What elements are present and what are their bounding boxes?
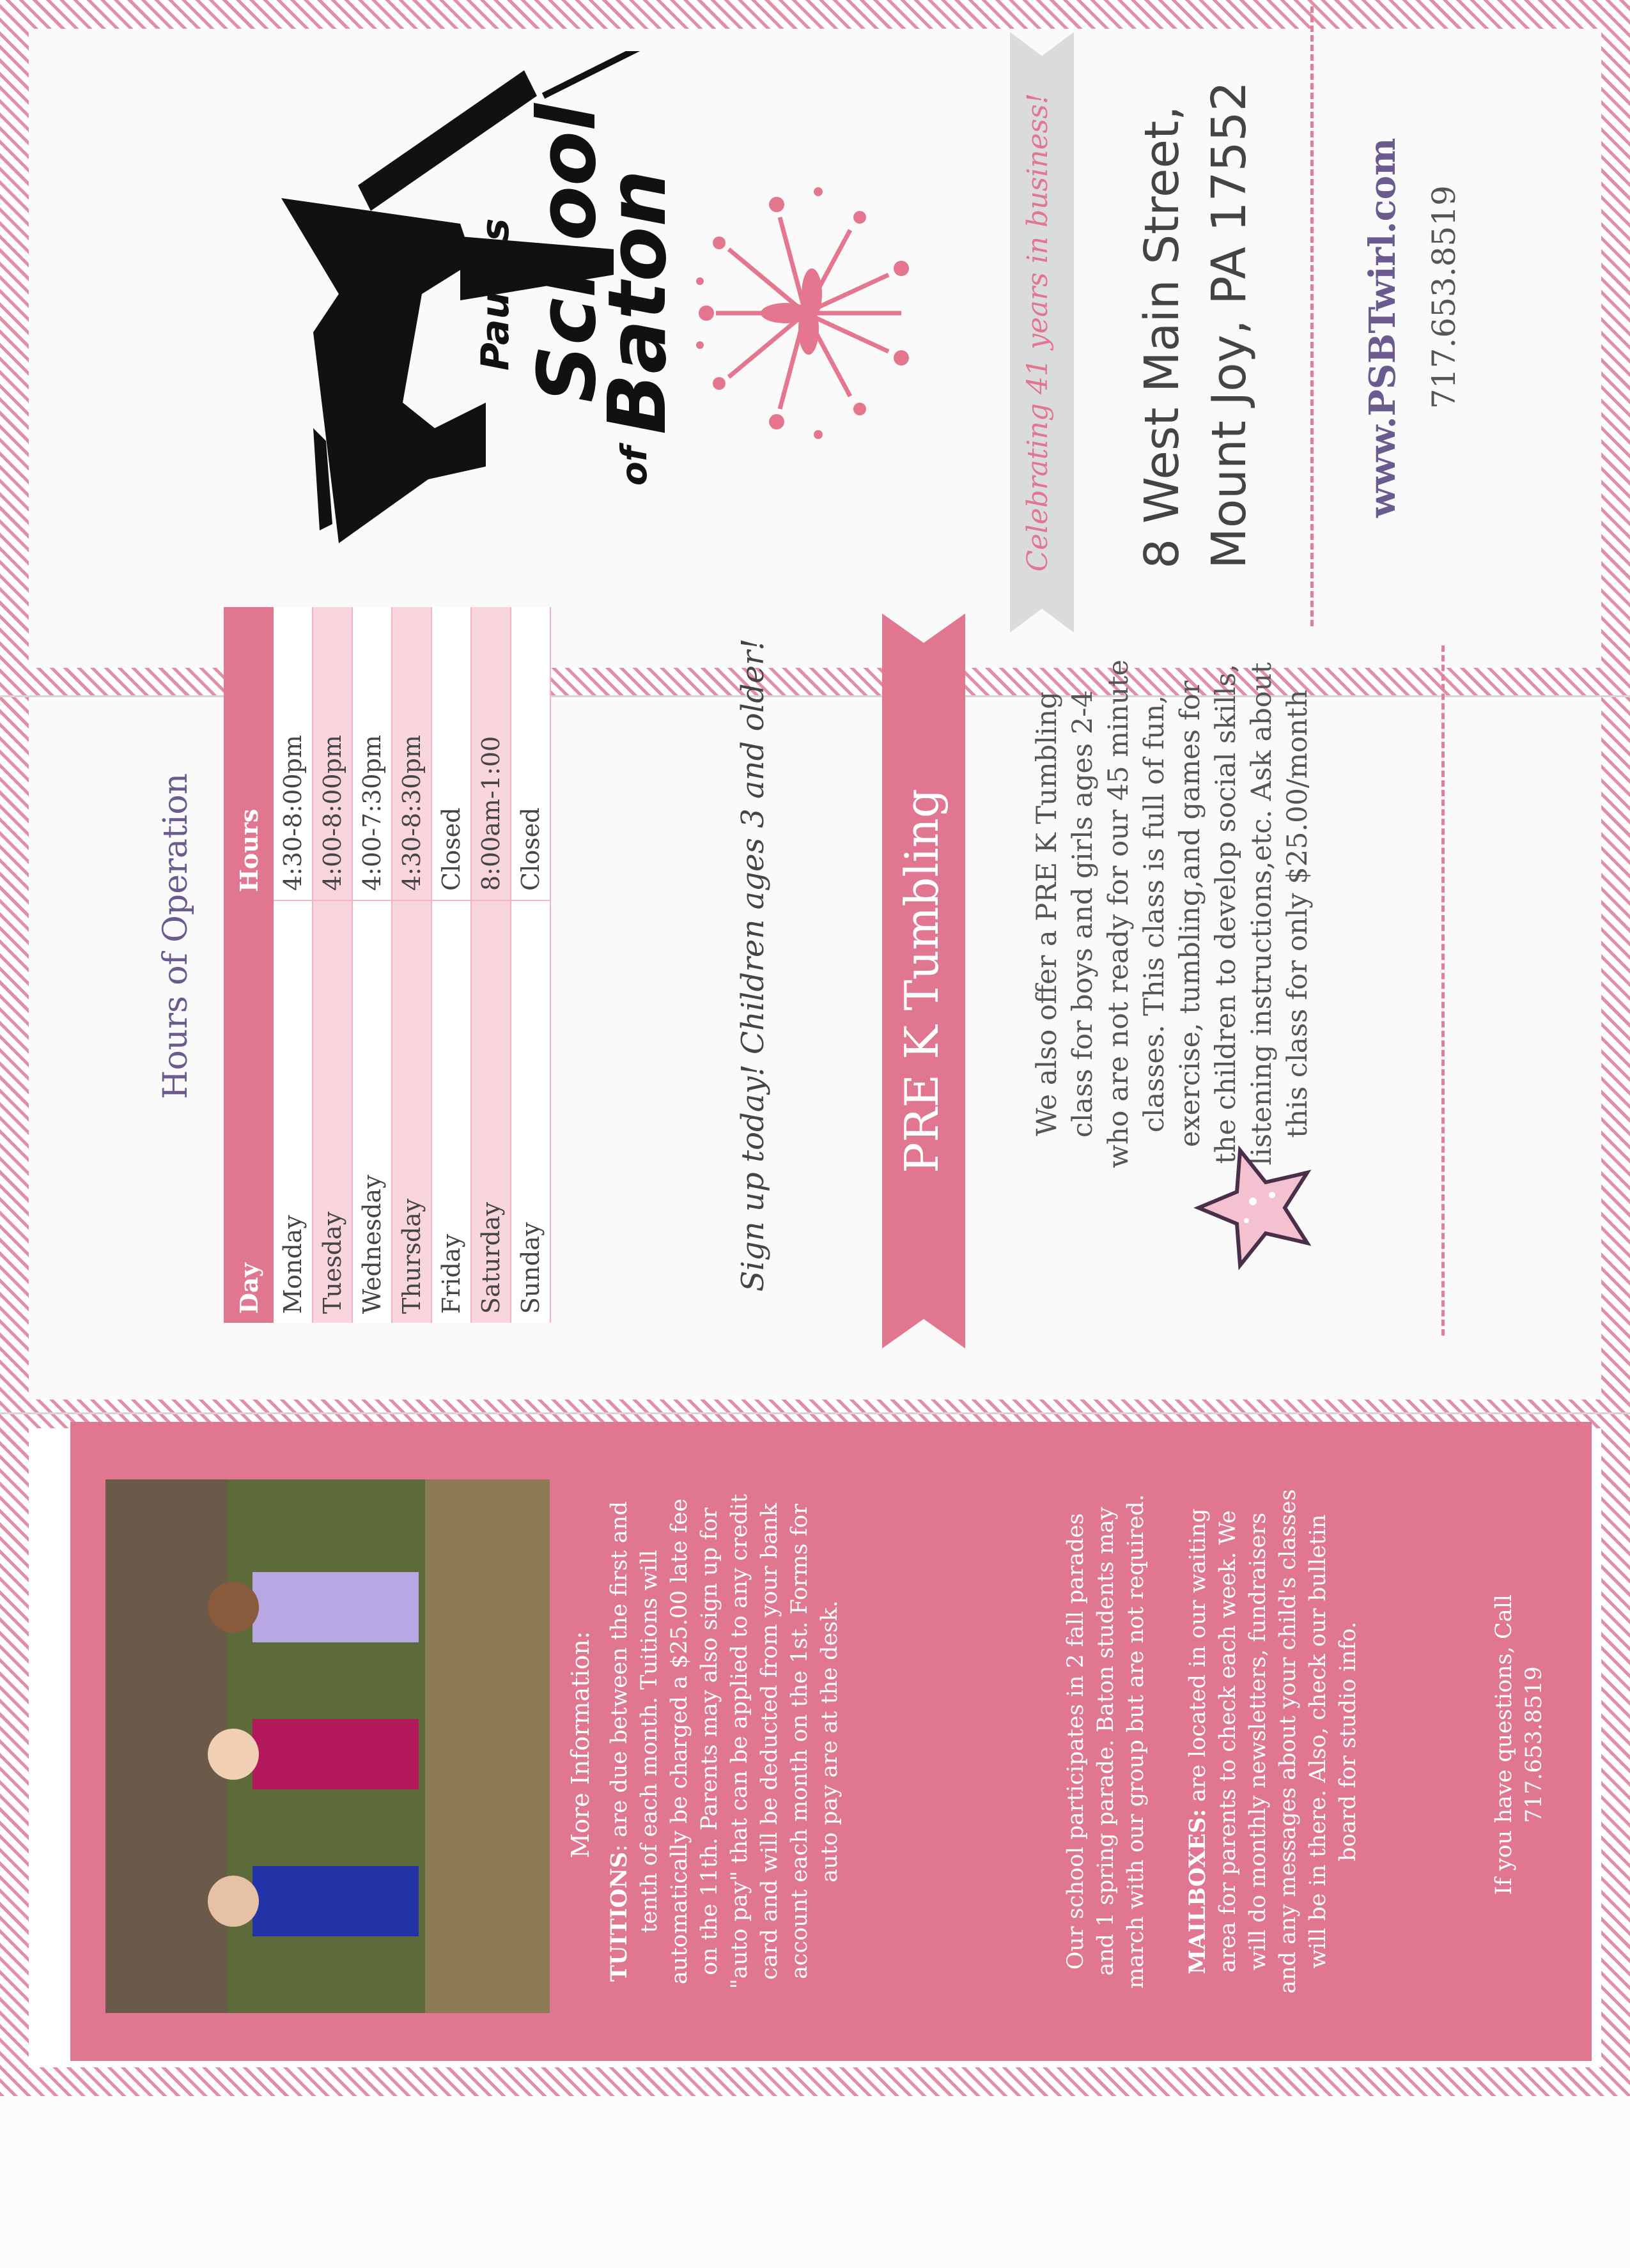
tuitions-paragraph (604, 1489, 845, 1994)
contact-paragraph: If you have questions, Call 717.653.8519 (1491, 1594, 1547, 1895)
pink-star-icon (1189, 1144, 1317, 1272)
tuitions-label: TUITIONS (606, 1851, 632, 1982)
parades-paragraph: Our school participates in 2 fall parades and 1 spring parade. Baton students may march with our group but are not required. (1063, 1494, 1149, 1989)
table-row-hours: 4:00-7:30pm (353, 607, 392, 901)
address-line-2: Mount Joy, PA 17552 (1202, 81, 1257, 569)
anniversary-banner-text: Celebrating 41 years in business! (1021, 93, 1054, 572)
table-row-hours: Closed (511, 607, 551, 901)
table-row-day: Thursday (392, 901, 432, 1323)
logo-of: of (614, 446, 655, 486)
dandelion-icon (690, 179, 920, 447)
table-row-day: Tuesday (313, 901, 353, 1323)
divider-tumbling (1441, 645, 1445, 1336)
table-row-hours: 4:30-8:00pm (274, 607, 313, 901)
table-header-day: Day (224, 901, 274, 1323)
mailboxes-text: are located in our waiting area for parents to check each week. We will do monthly newsletters, fundraisers and any messages about your child's classes will be in there. Also, check our bulletin board for studio info. (1185, 1489, 1361, 1994)
table-row-day: Friday (432, 901, 472, 1323)
table-row-hours: 4:00-8:00pm (313, 607, 353, 901)
phone-number: 717.653.8519 (1425, 185, 1463, 409)
table-row-hours: 4:30-8:30pm (392, 607, 432, 901)
tumbling-body: We also offer a PRE K Tumbling class for boys and girls ages 2-4 who are not ready for our 45 minute classes. This class is full of fun, exercise, tumbling,and games for the children to develop social skills, listening instructions,etc. Ask about this class for only $25.00/month (1031, 660, 1314, 1168)
divider-top (1310, 6, 1314, 626)
signup-text: Sign up today! Children ages 3 and older! (735, 638, 771, 1292)
table-header-hours: Hours (224, 607, 274, 901)
info-title: More Information: (566, 1631, 594, 1858)
tumbling-title: PRE K Tumbling (895, 788, 949, 1174)
tuitions-text: : are due between the first and tenth of each month. Tuitions will automatically be charged a $25.00 late fee on the 11th. Parents may also sign up for "auto pay" that can be applied to any credit card and will be deducted from your bank account each month on the 1st. Forms for auto pay are at the desk. (607, 1493, 842, 1989)
mailboxes-paragraph (1183, 1489, 1363, 1994)
website-link[interactable]: www.PSBTwirl.com (1362, 137, 1404, 518)
hours-title: Hours of Operation (157, 773, 195, 1099)
logo-prefix: Paula's (473, 218, 518, 371)
students-photo (105, 1479, 550, 2013)
mailboxes-label: MAILBOXES: (1184, 1809, 1211, 1975)
logo-school: School (521, 104, 614, 403)
table-row-hours: Closed (432, 607, 472, 901)
table-row-day: Monday (274, 901, 313, 1323)
hours-table (224, 607, 550, 1323)
address-line-1: 8 West Main Street, (1135, 105, 1190, 569)
table-row-hours: 8:00am-1:00 (472, 607, 511, 901)
table-row-day: Saturday (472, 901, 511, 1323)
logo-baton: Baton (591, 169, 684, 435)
table-row-day: Sunday (511, 901, 551, 1323)
table-row-day: Wednesday (353, 901, 392, 1323)
